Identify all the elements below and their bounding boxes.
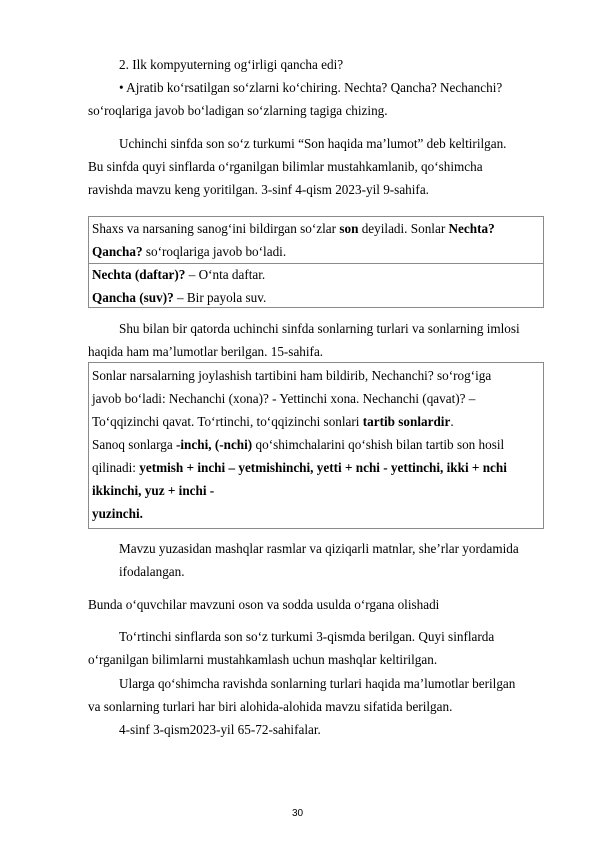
paragraph-line: va sonlarning turlari har biri alohida-alohida mavzu sifatida berilgan. [88,699,453,714]
task-line: • Ajratib ko‘rsatilgan so‘zlarni ko‘chiring. Nechta? Qancha? Nechanchi? [119,80,503,95]
paragraph-line: Bunda o‘quvchilar mavzuni oson va sodda usulda o‘rgana olishadi [88,597,440,612]
box-divider [89,263,543,264]
box-line: Qancha (suv)? – Bir payola suv. [92,290,267,305]
paragraph-line: o‘rganilgan bilimlarni mustahkamlash uchun mashqlar keltirilgan. [88,652,438,667]
paragraph-line: Mavzu yuzasidan mashqlar rasmlar va qiziqarli matnlar, she’rlar yordamida [119,541,519,556]
box-line: Shaxs va narsaning sanog‘ini bildirgan so‘zlar son deyiladi. Sonlar Nechta? [92,221,495,236]
box-line: javob bo‘ladi: Nechanchi (xona)? - Yettinchi xona. Nechanchi (qavat)? – [92,391,476,406]
page-number: 30 [291,808,304,819]
question-line: 2. Ilk kompyuterning og‘irligi qancha edi? [119,57,344,72]
ordinal-numbers-box [88,362,544,529]
paragraph-line: haqida ham ma’lumotlar berilgan. 15-sahifa. [88,344,324,359]
box-line: To‘qqizinchi qavat. To‘rtinchi, to‘qqizinchi sonlari tartib sonlardir. [92,414,454,429]
box-line: Nechta (daftar)? – O‘nta daftar. [92,267,266,282]
box-line: Sonlar narsalarning joylashish tartibini ham bildirib, Nechanchi? so‘rog‘iga [92,368,492,383]
paragraph-line: Bu sinfda quyi sinflarda o‘rganilgan bilimlar mustahkamlanib, qo‘shimcha [88,159,483,174]
box-line: Qancha? so‘roqlariga javob bo‘ladi. [92,244,287,259]
paragraph-line: Shu bilan bir qatorda uchinchi sinfda sonlarning turlari va sonlarning imlosi [119,321,520,336]
box-line: yuzinchi. [92,506,143,521]
task-line-cont: so‘roqlariga javob bo‘ladigan so‘zlarning tagiga chizing. [88,103,388,118]
paragraph-line: 4-sinf 3-qism2023-yil 65-72-sahifalar. [119,722,321,737]
box-line: Sanoq sonlarga -inchi, (-nchi) qo‘shimchalarini qo‘shish bilan tartib son hosil [92,437,505,452]
box-line: ikkinchi, yuz + inchi - [92,483,215,498]
box-line: qilinadi: yetmish + inchi – yetmishinchi, yetti + nchi - yettinchi, ikki + nchi [92,460,507,475]
paragraph-line: To‘rtinchi sinflarda son so‘z turkumi 3-qismda berilgan. Quyi sinflarda [119,629,495,644]
paragraph-line: Uchinchi sinfda son so‘z turkumi “Son haqida ma’lumot” deb keltirilgan. [119,136,507,151]
paragraph-line: ifodalangan. [119,564,185,579]
paragraph-line: ravishda mavzu keng yoritilgan. 3-sinf 4-qism 2023-yil 9-sahifa. [88,182,429,197]
definition-box [88,216,544,308]
paragraph-line: Ularga qo‘shimcha ravishda sonlarning turlari haqida ma’lumotlar berilgan [119,676,516,691]
